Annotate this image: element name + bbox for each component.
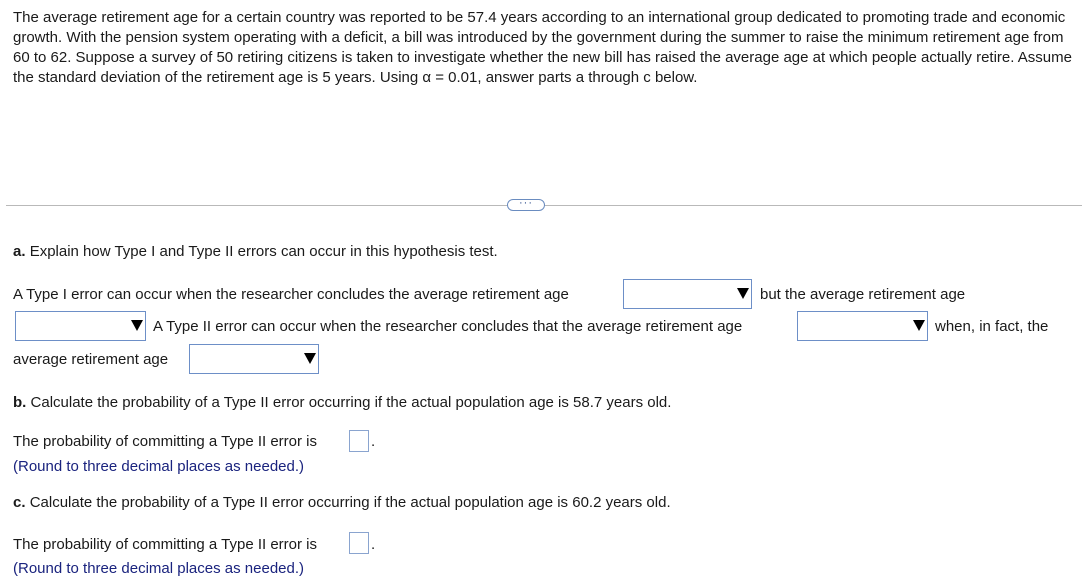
- part-c-period: .: [371, 536, 376, 553]
- part-c-answer-input[interactable]: [349, 532, 369, 554]
- part-c-answer-prompt: The probability of committing a Type II error is: [13, 536, 318, 553]
- type1-sentence-middle: but the average retirement age: [760, 286, 966, 303]
- type2-conclusion-dropdown[interactable]: [797, 311, 928, 341]
- problem-statement: The average retirement age for a certain country was reported to be 57.4 years according to an international group dedicated to promoting trade and economic growth. With the pension system operating with a deficit, a bill was introduced by the government during the summer to raise the minimum retirement age from 60 to 62. Suppose a survey of 50 retiring citizens is taken to investigate whether the new bill has raised the average age at which people actually retire. Assume the standard deviation of the retirement age is 5 years. Using α = 0.01, answer parts a through c below.: [13, 9, 1072, 86]
- part-b-hint: (Round to three decimal places as needed.): [13, 458, 305, 475]
- part-c-question: [13, 494, 671, 511]
- ellipsis-icon: ···: [519, 197, 533, 209]
- expand-more-button[interactable]: [507, 199, 545, 211]
- part-b-text: Calculate the probability of a Type II error occurring if the actual population age is 58.7 years old.: [30, 394, 672, 411]
- type1-conclusion-dropdown[interactable]: [623, 279, 752, 309]
- type1-sentence-start: A Type I error can occur when the researcher concludes the average retirement age: [13, 286, 569, 303]
- type2-sentence-start: A Type II error can occur when the researcher concludes that the average retirement age: [153, 318, 743, 335]
- type2-sentence-end: average retirement age: [13, 351, 169, 368]
- part-c-text: Calculate the probability of a Type II error occurring if the actual population age is 60.2 years old.: [29, 494, 671, 511]
- dropdown-arrow-icon: [737, 288, 749, 299]
- part-b-question: [13, 394, 671, 411]
- part-c-label: c.: [13, 494, 26, 511]
- type2-sentence-middle: when, in fact, the: [935, 318, 1049, 335]
- part-a-text: Explain how Type I and Type II errors can occur in this hypothesis test.: [29, 243, 498, 260]
- part-b-answer-prompt: The probability of committing a Type II error is: [13, 433, 318, 450]
- type1-actual-dropdown[interactable]: [15, 311, 146, 341]
- part-b-period: .: [371, 433, 376, 450]
- part-a-label: a.: [13, 243, 26, 260]
- part-a-question: [13, 243, 498, 260]
- dropdown-arrow-icon: [304, 353, 316, 364]
- type2-actual-dropdown[interactable]: [189, 344, 319, 374]
- part-c-hint: (Round to three decimal places as needed.): [13, 560, 305, 577]
- dropdown-arrow-icon: [131, 320, 143, 331]
- part-b-label: b.: [13, 394, 27, 411]
- dropdown-arrow-icon: [913, 320, 925, 331]
- part-b-answer-input[interactable]: [349, 430, 369, 452]
